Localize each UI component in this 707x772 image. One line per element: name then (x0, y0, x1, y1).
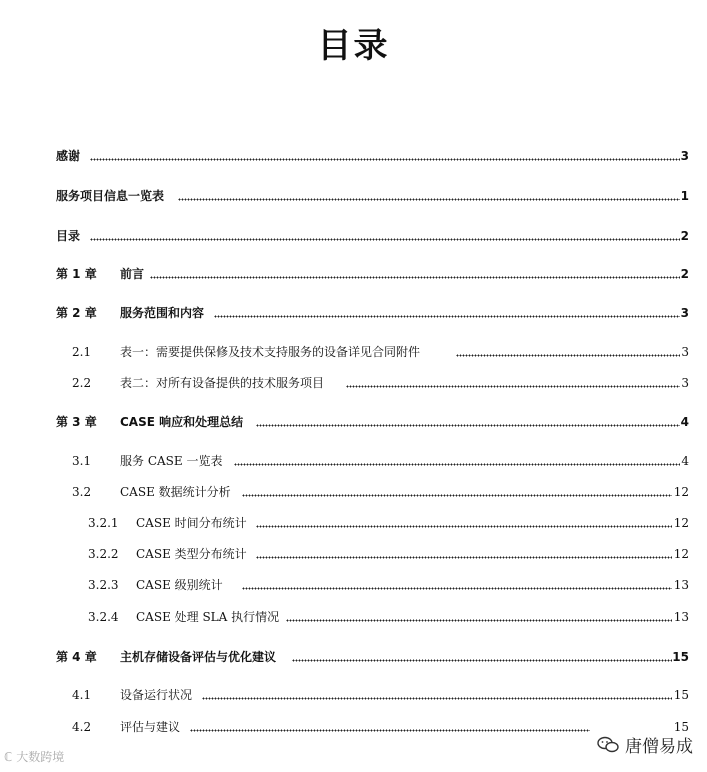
toc-entry[interactable] (0, 647, 707, 667)
toc-leader-dots (456, 342, 680, 362)
toc-page-number: 3 (681, 345, 689, 359)
toc-entry-title: 感谢 (56, 149, 81, 163)
toc-entry-number: 3.2.1 (88, 516, 119, 530)
toc-entry-title: 服务 CASE 一览表 (120, 454, 223, 468)
toc-entry[interactable] (0, 482, 707, 502)
toc-leader-dots (234, 451, 680, 471)
toc-entry[interactable] (0, 451, 707, 471)
toc-leader-dots (90, 146, 680, 166)
toc-entry-number: 4.1 (72, 688, 92, 702)
toc-leader-dots (256, 544, 672, 564)
toc-entry[interactable] (0, 412, 707, 432)
watermark-left (4, 748, 64, 765)
toc-page-number: 15 (673, 720, 689, 734)
toc-leader-dots (150, 264, 680, 284)
toc-page-number: 13 (673, 578, 689, 592)
toc-entry-title: 服务范围和内容 (120, 306, 205, 320)
watermark-logo-icon: ℂ (4, 750, 13, 764)
toc-leader-dots (346, 373, 680, 393)
toc-page-number: 1 (680, 189, 689, 203)
toc-entry-number: 第 1 章 (56, 267, 97, 281)
toc-entry-number: 3.2.3 (88, 578, 119, 592)
toc-entry-title: CASE 级别统计 (136, 578, 223, 592)
toc-entry-number: 第 2 章 (56, 306, 97, 320)
toc-entry-title: CASE 处理 SLA 执行情况 (136, 610, 280, 624)
toc-page-number: 13 (673, 610, 689, 624)
toc-entry-title: 前言 (120, 267, 145, 281)
toc-entry-title: 主机存储设备评估与优化建议 (120, 650, 277, 664)
toc-entry-title: CASE 数据统计分析 (120, 485, 231, 499)
watermark-left-text: 大数跨境 (16, 750, 65, 764)
toc-entry-number: 3.1 (72, 454, 92, 468)
toc-entry-title: CASE 类型分布统计 (136, 547, 247, 561)
watermark-right-text: 唐僧易成 (625, 737, 693, 757)
toc-leader-dots (190, 717, 590, 737)
toc-entry[interactable] (0, 264, 707, 284)
toc-entry-title: 评估与建议 (120, 720, 181, 734)
toc-entry-number: 2.2 (72, 376, 92, 390)
toc-entry[interactable] (0, 544, 707, 564)
toc-entry-number: 第 4 章 (56, 650, 97, 664)
toc-entry[interactable] (0, 513, 707, 533)
toc-entry-title: CASE 时间分布统计 (136, 516, 247, 530)
toc-entry-number: 3.2.4 (88, 610, 119, 624)
toc-entry-title: 服务项目信息一览表 (56, 189, 165, 203)
toc-entry[interactable] (0, 607, 707, 627)
page-title: 目录 (317, 26, 390, 66)
toc-page-number: 12 (673, 516, 689, 530)
toc-leader-dots (178, 186, 680, 206)
toc-leader-dots (242, 482, 672, 502)
toc-page-number: 3 (680, 306, 689, 320)
toc-leader-dots (90, 226, 680, 246)
wechat-icon (597, 736, 619, 754)
toc-page-number: 15 (673, 688, 689, 702)
toc-page-number: 3 (680, 149, 689, 163)
toc-page-number: 2 (680, 267, 689, 281)
toc-page-number: 15 (672, 650, 689, 664)
toc-entry[interactable] (0, 146, 707, 166)
toc-entry-title: 表二：对所有设备提供的技术服务项目 (120, 376, 325, 390)
toc-entry[interactable] (0, 303, 707, 323)
toc-entry-title: 表一：需要提供保修及技术支持服务的设备详见合同附件 (120, 345, 421, 359)
toc-page-number: 3 (681, 376, 689, 390)
toc-entry-number: 2.1 (72, 345, 92, 359)
toc-entry[interactable] (0, 685, 707, 705)
toc-entry[interactable] (0, 186, 707, 206)
toc-entry-title: CASE 响应和处理总结 (120, 415, 244, 429)
toc-page-number: 4 (681, 454, 689, 468)
toc-entry-number: 3.2 (72, 485, 92, 499)
toc-entry-title: 设备运行状况 (120, 688, 193, 702)
toc-leader-dots (214, 303, 680, 323)
toc-entry[interactable] (0, 575, 707, 595)
toc-page-number: 12 (673, 547, 689, 561)
toc-page-number: 12 (673, 485, 689, 499)
toc-entry[interactable] (0, 373, 707, 393)
toc-leader-dots (286, 607, 672, 627)
toc-leader-dots (292, 647, 672, 667)
toc-page-number: 2 (680, 229, 689, 243)
toc-entry-number: 3.2.2 (88, 547, 119, 561)
watermark-right (597, 732, 693, 757)
toc-entry-title: 目录 (56, 229, 81, 243)
toc-page-number: 4 (680, 415, 689, 429)
toc-leader-dots (242, 575, 672, 595)
toc-entry[interactable] (0, 226, 707, 246)
toc-entry[interactable] (0, 342, 707, 362)
toc-leader-dots (256, 412, 680, 432)
toc-leader-dots (256, 513, 672, 533)
toc-entry-number: 4.2 (72, 720, 92, 734)
toc-leader-dots (202, 685, 672, 705)
toc-entry-number: 第 3 章 (56, 415, 97, 429)
